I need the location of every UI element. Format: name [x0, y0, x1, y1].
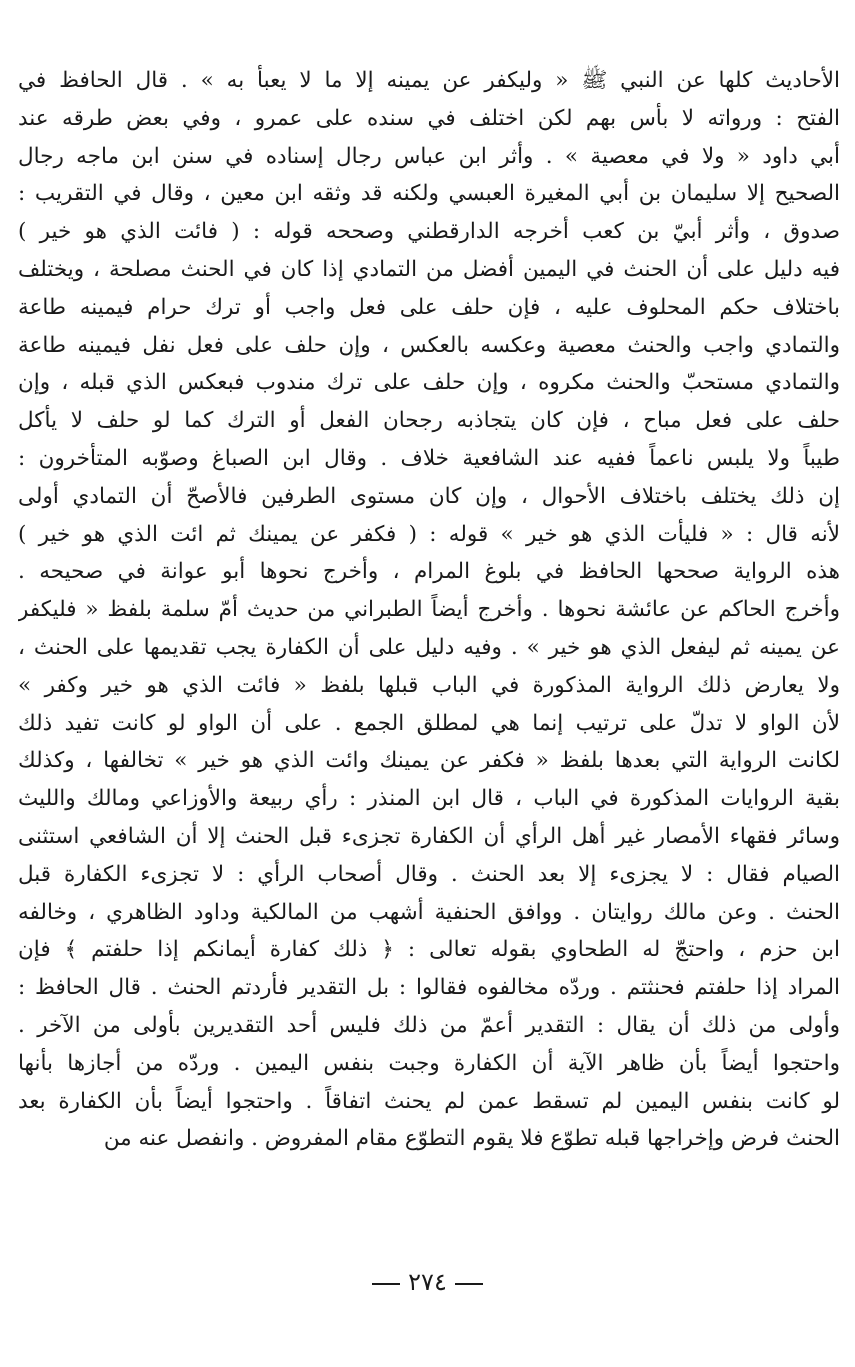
text-line: ابن حزم ، واحتجّ له الطحاوي بقوله تعالى : ﴿ ذلك كفارة أيمانكم إذا حلفتم ﴾ فإن: [18, 937, 840, 963]
text-line: أبي داود « ولا في معصية » . وأثر ابن عباس رجال إسناده في سنن ابن ماجه رجال: [18, 143, 840, 169]
text-line: لكانت الرواية التي بعدها بلفظ « فكفر عن يمينك وائت الذي هو خير » تخالفها ، وكذلك: [18, 748, 840, 774]
text-line: لأنه قال : « فليأت الذي هو خير » قوله : ( فكفر عن يمينك ثم ائت الذي هو خير ): [18, 521, 840, 547]
text-line: بقية الروايات المذكورة في الباب ، قال ابن المنذر : رأي ربيعة والأوزاعي ومالك والليث: [18, 786, 840, 812]
text-line: هذه الرواية صححها الحافظ في بلوغ المرام ، وأخرج نحوها أبو عوانة في صحيحه .: [18, 559, 840, 585]
text-line: لو كانت بنفس اليمين لم تسقط عمن لم يحنث اتفاقاً . واحتجوا أيضاً بأن الكفارة بعد: [18, 1088, 840, 1114]
text-line: والتمادي مستحبّ والحنث مكروه ، وإن حلف على ترك مندوب فبعكس الذي قبله ، وإن: [18, 370, 840, 396]
text-line: الأحاديث كلها عن النبي ﷺ « وليكفر عن يمينه إلا ما لا يعبأ به » . قال الحافظ في: [18, 68, 840, 93]
text-line: الصحيح إلا سليمان بن أبي المغيرة العبسي ولكنه قد وثقه ابن معين ، وقال في التقريب :: [18, 181, 840, 207]
text-line: حلف على فعل مباح ، فإن كان يتجاذبه رجحان الفعل أو الترك كما لو حلف لا يأكل: [18, 408, 840, 434]
text-line: باختلاف حكم المحلوف عليه ، فإن حلف على فعل واجب أو ترك حرام فيمينه طاعة: [18, 294, 840, 320]
text-line: الحنث فرض وإخراجها قبله تطوّع فلا يقوم التطوّع مقام المفروض . وانفصل عنه من: [103, 1126, 840, 1152]
text-line: وسائر فقهاء الأمصار غير أهل الرأي أن الكفارة تجزىء قبل الحنث إلا أن الشافعي استثنى: [18, 823, 840, 849]
text-line: طيباً ولا يلبس ناعماً ففيه عند الشافعية خلاف . وقال ابن الصباغ وصوّبه المتأخرون :: [18, 445, 840, 471]
text-line: الصيام فقال : لا يجزىء إلا بعد الحنث . وقال أصحاب الرأي : لا تجزىء الكفارة قبل: [18, 861, 840, 887]
page-number-footer: [0, 1262, 855, 1302]
text-line: الفتح : ورواته لا بأس بهم لكن اختلف في سنده على عمرو ، وفي بعض طرقه عند: [18, 105, 840, 131]
text-line: ولا يعارض ذلك الرواية المذكورة في الباب قبلها بلفظ « فائت الذي هو خير وكفر »: [18, 672, 840, 698]
text-line: وأولى من ذلك أن يقال : التقدير أعمّ من ذلك فليس أحد التقديرين بأولى من الآخر .: [18, 1012, 840, 1038]
page-number: ٢٧٤: [408, 1268, 447, 1296]
text-line: فيه دليل على أن الحنث في اليمين أفضل من التمادي إذا كان في الحنث مصلحة ، ويختلف: [18, 256, 840, 282]
text-line: عن يمينه ثم ليفعل الذي هو خير » . وفيه دليل على أن الكفارة يجب تقديمها على الحنث ،: [18, 634, 840, 660]
text-line: وأخرج الحاكم عن عائشة نحوها . وأخرج أيضاً الطبراني من حديث أمّ سلمة بلفظ « فليكفر: [18, 597, 840, 623]
page-body: [18, 62, 840, 1262]
text-line: إن ذلك يختلف باختلاف الأحوال ، وإن كان مستوى الطرفين فالأصحّ أن التمادي أولى: [18, 483, 840, 509]
text-line: المراد إذا حلفتم فحنثتم . وردّه مخالفوه فقالوا : بل التقدير فأردتم الحنث . قال الحافظ :: [18, 975, 840, 1001]
text-line: والتمادي واجب والحنث معصية وعكسه بالعكس ، وإن حلف على فعل نفل فيمينه طاعة: [18, 332, 840, 358]
text-line: صدوق ، وأثر أبيّ بن كعب أخرجه الدارقطني وصححه قوله : ( فائت الذي هو خير ): [18, 219, 840, 245]
text-line: لأن الواو لا تدلّ على ترتيب إنما هي لمطلق الجمع . على أن الواو لو كانت تفيد ذلك: [18, 710, 840, 736]
text-line: واحتجوا أيضاً بأن ظاهر الآية أن الكفارة وجبت بنفس اليمين . وردّه من أجازها بأنها: [18, 1050, 840, 1076]
dash-left: [455, 1283, 483, 1285]
text-line: الحنث . وعن مالك روايتان . ووافق الحنفية أشهب من المالكية وداود الظاهري ، وخالفه: [18, 899, 840, 925]
dash-right: [372, 1283, 400, 1285]
